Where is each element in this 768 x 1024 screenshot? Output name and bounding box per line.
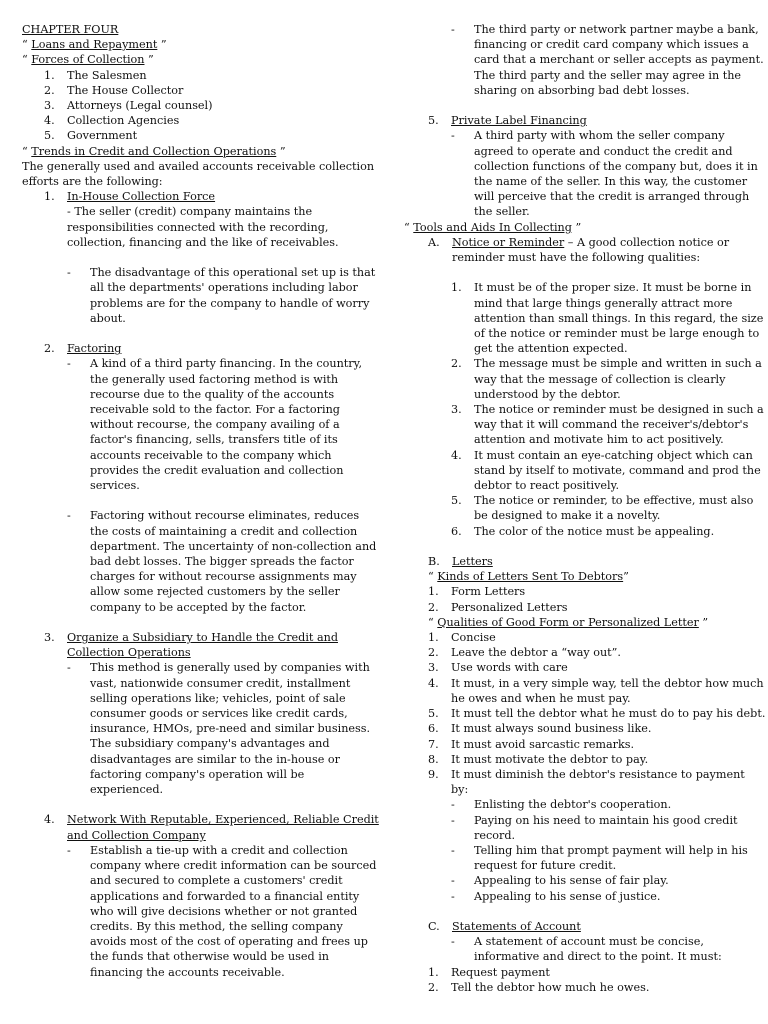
section-heading-trends: “ Trends in Credit and Collection Operations ” (22, 144, 286, 158)
intro-text: The generally used and availed accounts receivable collection (22, 159, 375, 173)
list-item-subsidiary: 3. Organize a Subsidiary to Handle the Credit and Collection Operations (44, 631, 338, 660)
list-item: 1. The Salesmen (44, 68, 147, 82)
list-item: 3. The notice or reminder must be designed in such a way that it will command the receiver's/debtor's attention and motivate him to act positively. (451, 403, 764, 447)
list-item: 3. Use words with care (428, 661, 568, 675)
qualities-heading: “ Qualities of Good Form or Personalized Letter ” (428, 615, 709, 629)
list-item: 1. It must be of the proper size. It must be borne in mind that large things generally attract more attention than small things. In this regard, the size of the notice or reminder must be large enough to get the attention expected. (451, 281, 764, 356)
list-item: 9. It must diminish the debtor's resistance to payment by: (428, 767, 745, 797)
list-item: 2. The message must be simple and written in such a way that the message of collection is clearly understood by the debtor. (451, 357, 762, 401)
left-column (22, 22, 379, 980)
notice-title: Notice or Reminder (452, 235, 565, 249)
list-item: 2. Tell the debtor how much he owes. (428, 980, 650, 994)
list-item: 5. The notice or reminder, to be effective, must also be designed to make it a novelty. (451, 494, 754, 523)
list-item-factoring: 2. Factoring (44, 342, 122, 356)
list-item: 1. Concise (428, 631, 496, 645)
dash-paragraph: - The disadvantage of this operational set up is that all the departments' operations including labor problems are for the company to handle of worry about. (67, 266, 376, 325)
dash-paragraph: - Factoring without recourse eliminates, reduces the costs of maintaining a credit and collection department. The uncertainty of non-collection and bad debt losses. The bigger spreads the factor charges for without recourse assignments may allow some rejected customers by the seller company to be accepted by the factor. (67, 509, 377, 614)
section-heading-loans: “ Loans and Repayment ” (22, 38, 167, 52)
list-item: 4. It must, in a very simple way, tell the debtor how much he owes and when he must pay. (428, 676, 764, 705)
list-item-in-house: 1. In-House Collection Force (44, 190, 216, 204)
subsection-b: B. Letters (428, 555, 493, 569)
list-item: 4. It must contain an eye-catching object which can stand by itself to motivate, command and prod the debtor to react positively. (451, 448, 761, 493)
list-item: 2. The House Collector (44, 83, 184, 97)
notice-qualities-list (404, 280, 764, 538)
list-item: 6. The color of the notice must be appealing. (451, 524, 715, 538)
section-heading-tools: “ Tools and Aids In Collecting ” (404, 220, 582, 234)
kinds-heading: “ Kinds of Letters Sent To Debtors” (428, 570, 629, 584)
list-item: 5. Government (44, 129, 138, 143)
list-item: 8. It must motivate the debtor to pay. (428, 752, 649, 766)
dash-paragraph: - A statement of account must be concise, informative and direct to the point. It must: (451, 935, 722, 964)
list-item: - Paying on his need to maintain his good credit record. (451, 813, 738, 842)
forces-list (22, 68, 367, 144)
statement-list (404, 965, 749, 995)
right-column (404, 22, 766, 995)
list-item: 5. It must tell the debtor what he must do to pay his debt. (428, 707, 766, 721)
dash-paragraph: - A third party with whom the seller company agreed to operate and conduct the credit and collection functions of the company but, does it in the name of the seller. In this way, the customer will perceive that the credit is arranged through the seller. (451, 129, 758, 219)
list-item: 4. Collection Agencies (44, 114, 180, 128)
dash-paragraph: - A kind of a third party financing. In the country, the generally used factoring method is with recourse due to the quality of the accounts receivable sold to the factor. For a factoring without recourse, the company availing of a factor's financing, sells, transfers title of its accounts receivable to the company which provides the credit evaluation and collection services. (67, 357, 363, 493)
list-item: 7. It must avoid sarcastic remarks. (428, 737, 635, 751)
list-item: 2. Personalized Letters (428, 600, 568, 614)
list-item-network: 4. Network With Reputable, Experienced, Reliable Credit and Collection Company (44, 813, 379, 842)
list-item: - Enlisting the debtor's cooperation. (451, 798, 672, 812)
subsection-a: A. Notice or Reminder – A good collection notice or reminder must have the following qualities: (428, 235, 730, 265)
list-item: 3. Attorneys (Legal counsel) (44, 99, 213, 113)
dash-paragraph: - The third party or network partner maybe a bank, financing or credit card company which issues a card that a merchant or seller accepts as payment. The third party and the seller may agree in the sharing on absorbing bad debt losses. (451, 23, 764, 97)
dash-paragraph: - Establish a tie-up with a credit and collection company where credit information can be sourced and secured to complete a customers' credit applications and forwarded to a financial entity who will give decisions whether or not granted credits. By this method, the selling company avoids most of the cost of operating and frees up the funds that otherwise would be used in financing the accounts receivable. (67, 843, 377, 979)
dash-paragraph: - This method is generally used by companies with vast, nationwide consumer credit, installment selling operations like; vehicles, point of sale consumer goods or services like credit cards, insurance, HMOs, pre-need and similar business. The subsidiary company's advantages and disadvantages are similar to the in-house or factoring company's operation will be experienced. (67, 661, 371, 797)
list-item: 2. Leave the debtor a “way out”. (428, 646, 621, 660)
list-item: - Appealing to his sense of justice. (451, 889, 661, 903)
list-item: 6. It must always sound business like. (428, 722, 652, 736)
chapter-heading: CHAPTER FOUR (22, 23, 119, 36)
list-item: - Telling him that prompt payment will help in his request for future credit. (451, 843, 748, 873)
resistance-sublist (404, 797, 749, 903)
letter-qualities-list (404, 630, 766, 797)
kinds-list (404, 584, 749, 614)
list-item: 1. Form Letters (428, 585, 526, 599)
section-heading-forces: “ Forces of Collection ” (22, 53, 154, 67)
list-item: - Appealing to his sense of fair play. (451, 874, 669, 888)
subsection-c: C. Statements of Account (428, 919, 581, 933)
intro-text: efforts are the following: (22, 175, 163, 189)
list-item-private-label: 5. Private Label Financing (428, 114, 587, 128)
list-item: 1. Request payment (428, 965, 550, 979)
paragraph: - The seller (credit) company maintains the responsibilities connected with the recording, collection, financing and the like of receivables. (67, 205, 339, 249)
